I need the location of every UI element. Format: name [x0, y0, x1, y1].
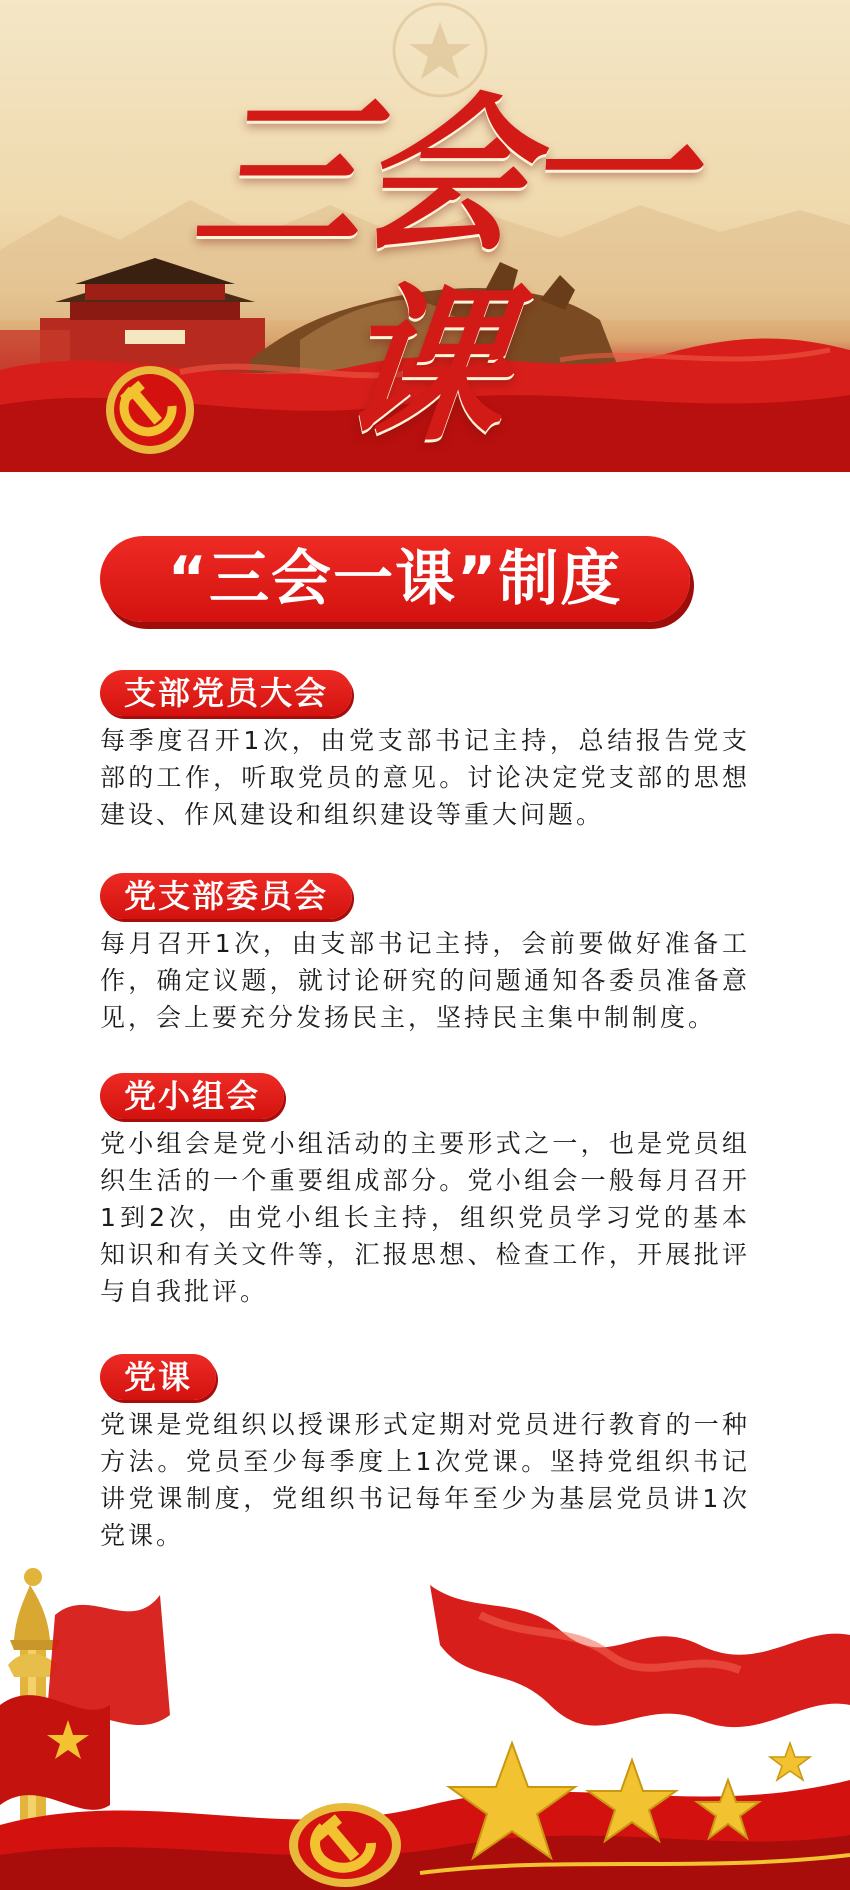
section-text: 每季度召开1次，由党支部书记主持，总结报告党支部的工作，听取党员的意见。讨论决定党支部的思想建设、作风建设和组织建设等重大问题。 — [100, 726, 750, 829]
section-branch-committee — [100, 873, 750, 1036]
section-text: 每月召开1次，由支部书记主持，会前要做好准备工作，确定议题，就讨论研究的问题通知各委员准备意见，会上要充分发扬民主，坚持民主集中制制度。 — [100, 929, 750, 1032]
header-banner — [0, 0, 850, 472]
section-party-lecture — [100, 1354, 750, 1554]
section-party-group-meeting — [100, 1073, 750, 1310]
section-title: 党小组会 — [100, 1073, 284, 1119]
section-title: 支部党员大会 — [100, 670, 352, 716]
section-text: 党小组会是党小组活动的主要形式之一，也是党员组织生活的一个重要组成部分。党小组会一般每月召开1到2次，由党小组长主持，组织党员学习党的基本知识和有关文件等，汇报思想、检查工作，开展批评与自我批评。 — [100, 1129, 750, 1306]
star-icon — [770, 1743, 810, 1780]
section-branch-general-meeting — [100, 670, 750, 833]
section-title: 党支部委员会 — [100, 873, 352, 919]
footer-artwork — [0, 1555, 850, 1890]
section-text: 党课是党组织以授课形式定期对党员进行教育的一种方法。党员至少每季度上1次党课。坚持党组织书记讲党课制度，党组织书记每年至少为基层党员讲1次党课。 — [100, 1410, 750, 1550]
main-heading: “三会一课”制度 — [100, 536, 690, 622]
banner-title: 三会一课 — [186, 76, 694, 464]
section-title: 党课 — [100, 1354, 216, 1400]
party-emblem-icon — [289, 1803, 401, 1887]
